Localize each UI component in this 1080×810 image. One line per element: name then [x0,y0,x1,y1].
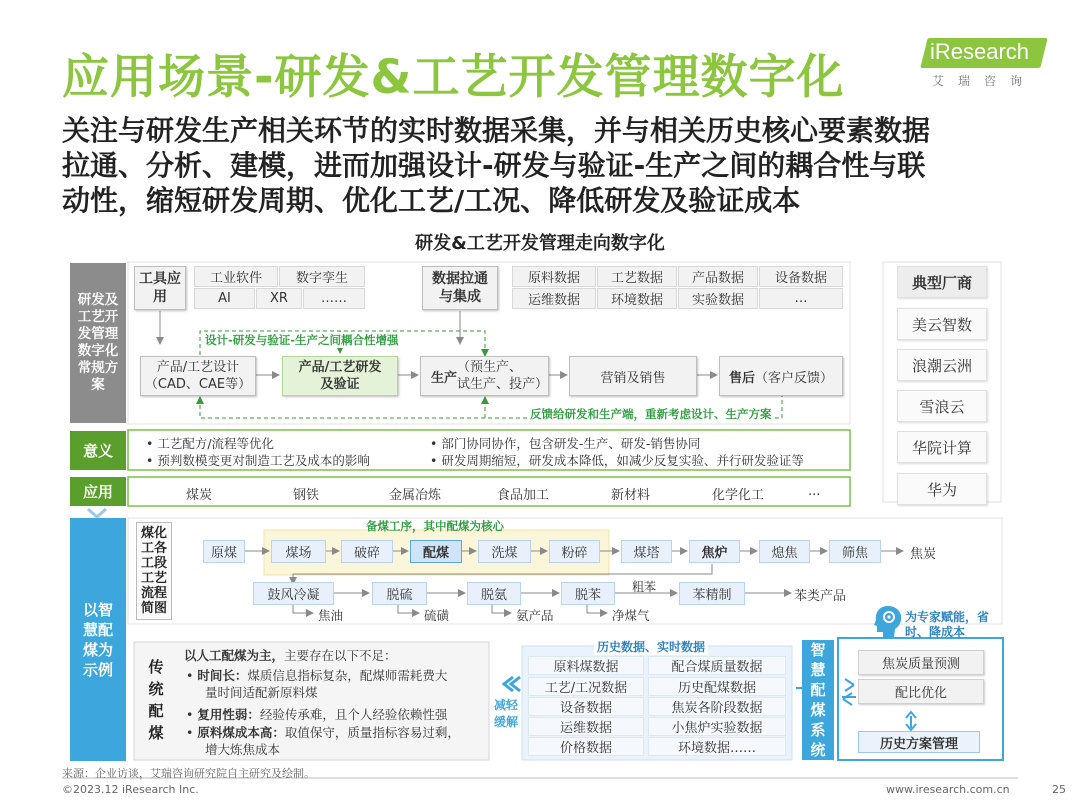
process-step: 煤场 [271,540,326,563]
process-step: 洗煤 [478,540,531,563]
after-sales-label: 售后 [728,370,755,386]
step-rnd: 产品/工艺研发 及验证 [282,356,398,396]
page-title: 应用场景-研发&工艺开发管理数字化 [62,50,845,105]
vendors-header: 典型厂商 [897,266,987,298]
data-panel-item: 环境数据…… [648,737,786,756]
process-step: 粉碎 [549,540,600,563]
prep-note: 备煤工序，其中配煤为核心 [366,519,504,533]
issue-text-cont: 量时间适配新原料煤 [205,685,318,700]
coupling-note: 设计-研发与验证-生产之间耦合性增强 [205,333,399,347]
data-item: 产品数据 [678,266,758,287]
by-product: 焦油 [318,608,344,623]
process-step: 脱硫 [372,582,427,605]
production-detail: （预生产、 试生产、投产） [457,360,549,392]
data-panel-item: 运维数据 [528,717,644,736]
data-panel-item: 焦炭各阶段数据 [648,697,786,716]
data-item: 实验数据 [678,288,758,309]
issue-bold: 原料煤成本高： [197,725,285,740]
process-step: 鼓风冷凝 [253,582,334,605]
data-item: 环境数据 [597,288,677,309]
process-step: 煤塔 [621,540,672,563]
app-item: 新材料 [611,488,651,503]
meaning-left-1: • 工艺配方/流程等优化 [146,436,275,451]
step-sales: 营销及销售 [569,356,697,396]
traditional-intro-bold: 以人工配煤为主， [184,648,285,663]
process-step-coke-oven: 焦炉 [689,540,740,563]
lead-line: 关注与研发生产相关环节的实时数据采集，并与相关历史核心要素数据 [62,114,931,147]
process-step: 原煤 [203,540,245,563]
app-item: 化学化工 [712,488,765,503]
tool-item: 工业软件 [194,266,278,287]
issue-bold: 时间长： [197,668,248,683]
bar-conventional: 研发及工艺开发管理数字化常规方案 [70,263,126,423]
data-panel-title: 历史数据、实时数据 [594,638,708,655]
issue-text: 经验传承难，且个人经验依赖性强 [259,707,448,722]
after-sales-detail: （客户反馈） [755,370,834,386]
tool-item: XR [256,288,302,309]
website: www.iresearch.com.cn [886,783,1010,796]
tool-item: …… [303,288,365,309]
vendor-item: 华为 [897,473,987,505]
tools-label: 工具应用 [134,266,186,310]
source-note: 来源：企业访谈，艾瑞咨询研究院自主研究及绘制。 [62,767,315,780]
production-label: 生产 [431,370,458,386]
issue-reuse: • 复用性弱：经验传承难，且个人经验依赖性强 [186,707,448,722]
app-item: 钢铁 [293,488,320,503]
vendor-item: 华院计算 [897,431,987,463]
meaning-right-1: • 部门协同协作，包含研发-生产、研发-销售协同 [430,436,701,451]
by-product: 氨产品 [516,608,554,623]
process-step: 脱氨 [467,582,521,605]
app-item: 金属冶炼 [389,488,442,503]
data-item: … [759,288,843,309]
copyright: ©2023.12 iResearch Inc. [62,783,199,796]
app-item: ... [808,484,821,499]
data-integration-label: 数据拉通与集成 [422,266,498,310]
smart-system-label: 智慧配煤系统 [802,640,834,760]
process-step: 筛焦 [829,540,881,563]
smart-item-ratio: 配比优化 [858,679,984,704]
expert-note: 为专家赋能，省时、降成本 [905,610,990,639]
process-step: 破碎 [341,540,393,563]
crude-benzene: 粗苯 [632,580,657,594]
data-panel-item: 小焦炉实验数据 [648,717,786,736]
coking-label: 煤化工各工段工艺流程简图 [136,522,172,620]
issue-cost: • 原料煤成本高：取值保守，质量指标容易过剩， 增大炼焦成本 [186,725,460,757]
process-step: 苯精制 [679,582,745,605]
app-item: 煤炭 [186,488,213,503]
data-panel-item: 设备数据 [528,697,644,716]
vendor-item: 浪潮云洲 [897,349,987,381]
lead-line: 拉通、分析、建模，进而加强设计-研发与验证-生产之间的耦合性与联 [62,149,926,182]
meaning-left-2: • 预判数模变更对制造工艺及成本的影响 [146,453,370,468]
smart-item-quality: 焦炭质量预测 [858,650,984,675]
process-step-blending: 配煤 [410,540,462,563]
data-panel-item: 原料煤数据 [528,656,644,675]
vendor-item: 美云智数 [897,308,987,340]
process-step: 脱苯 [561,582,615,605]
data-item: 运维数据 [512,288,596,309]
smart-item-history: 历史方案管理 [858,731,980,753]
step-after-sales [719,356,843,396]
data-item: 工艺数据 [597,266,677,287]
data-panel-item: 历史配煤数据 [648,677,786,696]
lead-line: 动性，缩短研发周期、优化工艺/工况、降低研发及验证成本 [62,184,801,217]
data-item: 设备数据 [759,266,843,287]
data-panel-item: 价格数据 [528,737,644,756]
data-panel-item: 工艺/工况数据 [528,677,644,696]
feedback-note: 反馈给研发和生产端，重新考虑设计、生产方案 [530,407,772,421]
diagram-title: 研发&工艺开发管理走向数字化 [415,233,665,254]
logo-subtitle: 艾瑞咨询 [932,74,1037,88]
issue-text: 取值保守，质量指标容易过剩， [284,725,460,740]
vendor-item: 雪浪云 [897,390,987,422]
issue-text-cont: 增大炼焦成本 [205,742,281,757]
traditional-intro [184,646,397,664]
process-step: 熄焦 [759,540,810,563]
step-production [420,356,549,396]
product-coke: 焦炭 [910,547,937,562]
bar-smart-coal: 以智慧配煤为示例 [70,518,126,761]
issue-bold: 复用性弱： [197,707,260,722]
by-product: 硫磺 [424,608,450,623]
issue-time: • 时间长：煤质信息指标复杂，配煤师需耗费大 量时间适配新原料煤 [186,668,448,700]
data-panel-item: 配合煤质量数据 [648,656,786,675]
data-item: 原料数据 [512,266,596,287]
logo-brand: iResearch [930,39,1030,64]
meaning-right-2: • 研发周期缩短，研发成本降低，如减少反复实验、并行研发验证等 [430,453,804,468]
expert-head-icon [872,604,904,638]
product-benzene: 苯类产品 [794,589,847,604]
step-design: 产品/工艺设计 （CAD、CAE等） [140,356,256,396]
traditional-label: 传统配煤 [148,658,164,742]
tool-item: 数字孪生 [279,266,365,287]
app-item: 食品加工 [497,488,550,503]
bar-application: 应用 [70,477,126,506]
issue-text: 煤质信息指标复杂，配煤师需耗费大 [247,668,448,683]
bar-meaning: 意义 [70,431,126,470]
tool-item: AI [194,288,255,309]
relief-label: 减轻缓解 [493,698,518,729]
page-number: 25 [1052,783,1066,796]
by-product: 净煤气 [612,608,650,623]
traditional-intro-rest: 主要存在以下不足： [284,648,397,663]
